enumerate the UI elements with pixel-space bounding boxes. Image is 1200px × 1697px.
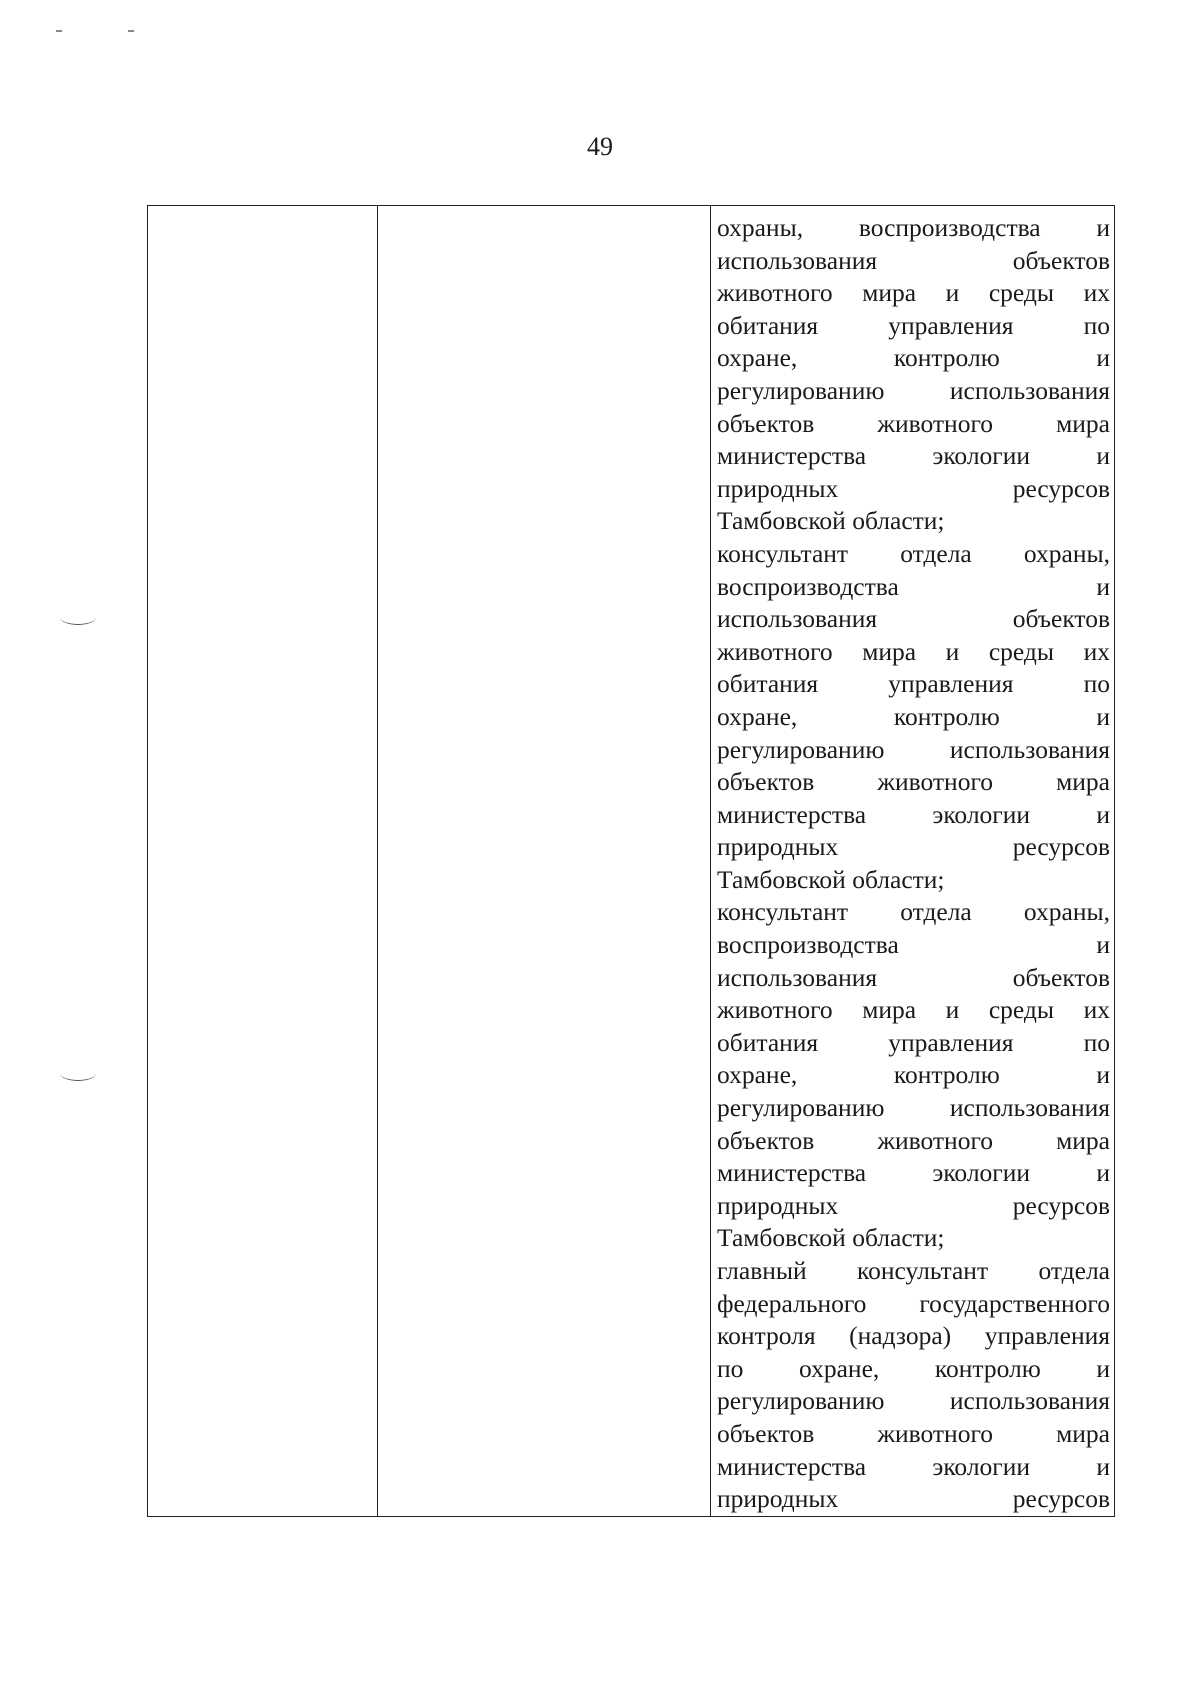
text-line: Тамбовской области; — [717, 1223, 945, 1253]
text-line: Тамбовской области; — [717, 864, 945, 894]
table-cell-col2 — [378, 206, 711, 1517]
text-line: федерального государственного — [717, 1288, 1110, 1318]
table-cell-col1 — [148, 206, 378, 1517]
document-table — [147, 205, 1115, 1517]
text-line: Тамбовской области; — [717, 506, 945, 536]
text-line: использования объектов — [717, 245, 1110, 275]
text-line: объектов животного мира — [717, 767, 1110, 797]
text-line: контроля (надзора) управления — [717, 1321, 1110, 1351]
text-line: воспроизводства и — [717, 571, 1110, 601]
text-line: животного мира и среды их — [717, 995, 1110, 1025]
text-line: природных ресурсов — [717, 832, 1110, 862]
text-line: министерства экологии и — [717, 1158, 1110, 1188]
text-line: охране, контролю и — [717, 1060, 1110, 1090]
text-line: министерства экологии и — [717, 441, 1110, 471]
text-line: регулированию использования — [717, 734, 1110, 764]
text-line: охраны, воспроизводства и — [717, 213, 1110, 242]
text-line: обитания управления по — [717, 310, 1110, 340]
text-line: охране, контролю и — [717, 701, 1110, 731]
text-line: регулированию использования — [717, 375, 1110, 405]
text-line: по охране, контролю и — [717, 1353, 1110, 1383]
text-line: консультант отдела охраны, — [717, 897, 1110, 927]
text-line: обитания управления по — [717, 669, 1110, 699]
text-line: регулированию использования — [717, 1093, 1110, 1123]
text-line: природных ресурсов — [717, 1484, 1110, 1514]
text-line: регулированию использования — [717, 1386, 1110, 1416]
text-line: животного мира и среды их — [717, 636, 1110, 666]
table-cell-col3 — [711, 206, 1115, 1517]
scan-speck — [128, 30, 134, 32]
text-line: обитания управления по — [717, 1027, 1110, 1057]
text-line: объектов животного мира — [717, 1418, 1110, 1448]
text-line: министерства экологии и — [717, 1451, 1110, 1481]
text-line: министерства экологии и — [717, 799, 1110, 829]
punch-hole-mark — [60, 610, 96, 625]
text-line: охране, контролю и — [717, 343, 1110, 373]
text-line: главный консультант отдела — [717, 1256, 1110, 1285]
punch-hole-mark — [60, 1066, 96, 1081]
text-line: использования объектов — [717, 962, 1110, 992]
text-line: консультант отдела охраны, — [717, 538, 1110, 568]
position-list-text — [711, 206, 1114, 1516]
text-line: объектов животного мира — [717, 408, 1110, 438]
table-row — [148, 206, 1115, 1517]
text-line: воспроизводства и — [717, 930, 1110, 960]
text-line: использования объектов — [717, 604, 1110, 634]
scan-speck — [56, 30, 62, 32]
text-line: объектов животного мира — [717, 1125, 1110, 1155]
text-line: природных ресурсов — [717, 1190, 1110, 1220]
text-line: природных ресурсов — [717, 473, 1110, 503]
text-line: животного мира и среды их — [717, 278, 1110, 308]
page-number: 49 — [587, 132, 613, 161]
